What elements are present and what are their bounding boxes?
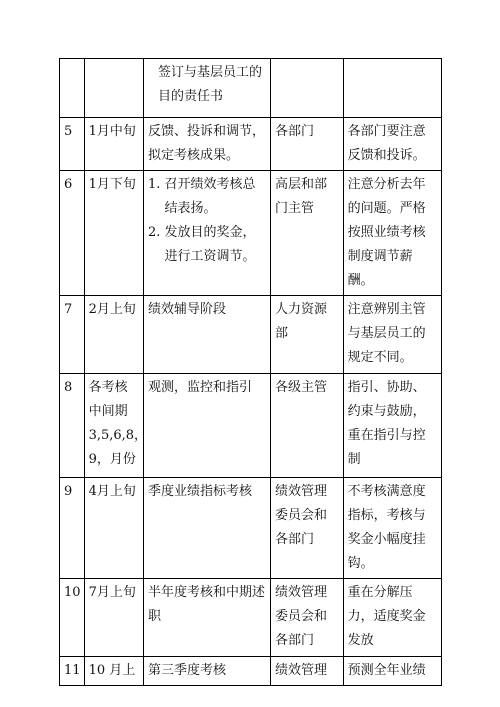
list-item — [148, 221, 267, 269]
cell-time: 1月下旬 — [84, 171, 143, 296]
cell-task: 绩效辅导阶段 — [143, 296, 270, 374]
cell-no: 11 — [60, 657, 85, 686]
table-row — [60, 374, 442, 478]
cell-note: 注意辨别主管与基层员工的规定不同。 — [343, 296, 441, 374]
cell-time: 7月上旬 — [84, 579, 143, 657]
cell-task: 第三季度考核 — [143, 657, 270, 686]
cell-time: 2月上旬 — [84, 296, 143, 374]
list-number: 2. — [147, 225, 161, 240]
list-item — [148, 173, 267, 221]
cell-no — [60, 59, 85, 118]
cell-dept: 绩效管理 — [270, 657, 343, 686]
cell-task: 反馈、投诉和调节，拟定考核成果。 — [143, 118, 270, 171]
cell-no: 10 — [60, 579, 85, 657]
cell-dept: 各级主管 — [270, 374, 343, 478]
table-row — [60, 59, 442, 118]
cell-note: 重在分解压力，适度奖金发放 — [343, 579, 441, 657]
cell-time: 1月中旬 — [84, 118, 143, 171]
cell-note: 注意分析去年的问题。严格按照业绩考核制度调节薪酬。 — [343, 171, 441, 296]
cell-no: 9 — [60, 478, 85, 579]
cell-task: 签订与基层员工的目的责任书 — [143, 59, 270, 118]
table-row — [60, 657, 442, 686]
cell-no: 7 — [60, 296, 85, 374]
cell-no: 8 — [60, 374, 85, 478]
cell-time — [84, 59, 143, 118]
cell-task: 半年度考核和中期述职 — [143, 579, 270, 657]
cell-dept: 绩效管理委员会和各部门 — [270, 478, 343, 579]
table-row — [60, 478, 442, 579]
assessment-schedule-table — [59, 58, 442, 686]
table-row — [60, 171, 442, 296]
cell-note: 各部门要注意反馈和投诉。 — [343, 118, 441, 171]
cell-time: 4月上旬 — [84, 478, 143, 579]
cell-dept: 高层和部门主管 — [270, 171, 343, 296]
cell-time: 各考核中间期3,5,6,8，9，月份 — [84, 374, 143, 478]
cell-task: 季度业绩指标考核 — [143, 478, 270, 579]
list-text: 发放目的奖金，进行工资调节。 — [164, 225, 256, 264]
cell-dept: 人力资源部 — [270, 296, 343, 374]
table-row — [60, 296, 442, 374]
cell-task: 观测，监控和指引 — [143, 374, 270, 478]
list-number: 1. — [147, 177, 161, 192]
cell-dept — [270, 59, 343, 118]
cell-note: 预测全年业绩 — [343, 657, 441, 686]
cell-note: 指引、协助、约束与鼓励，重在指引与控制 — [343, 374, 441, 478]
cell-note — [343, 59, 441, 118]
cell-no: 6 — [60, 171, 85, 296]
cell-dept: 绩效管理委员会和各部门 — [270, 579, 343, 657]
table-row — [60, 118, 442, 171]
cell-dept: 各部门 — [270, 118, 343, 171]
table-row — [60, 579, 442, 657]
list-text: 召开绩效考核总结表扬。 — [164, 177, 256, 216]
cell-no: 5 — [60, 118, 85, 171]
cell-note: 不考核满意度指标，考核与奖金小幅度挂钩。 — [343, 478, 441, 579]
cell-time: 10 月上 — [84, 657, 143, 686]
cell-task-list — [143, 171, 270, 296]
